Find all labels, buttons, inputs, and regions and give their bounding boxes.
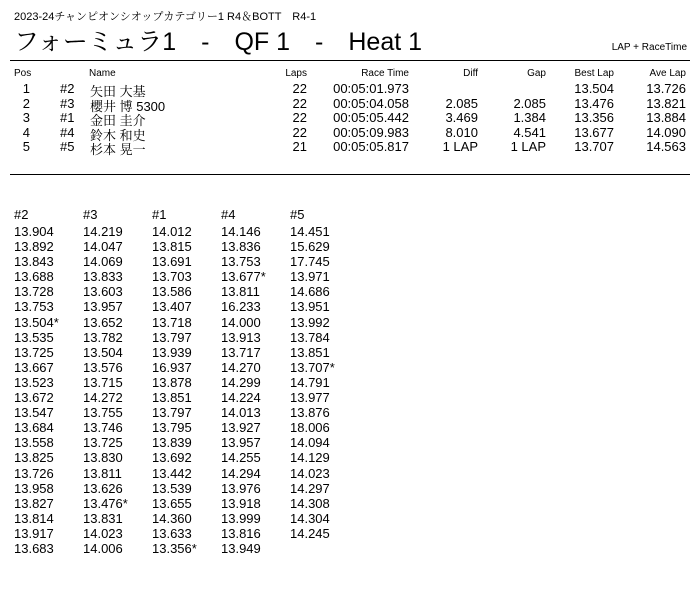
lap-col-header: #4 [221, 207, 236, 222]
col-header-gap: Gap [527, 68, 546, 79]
cell-car-number: #2 [60, 81, 75, 96]
col-header-best-lap: Best Lap [574, 68, 614, 79]
cell-laps: 22 [292, 95, 307, 111]
lap-time-cell: 13.535 [14, 329, 54, 345]
cell-driver-name: 櫻井 博 5300 [90, 98, 166, 114]
cell-best-lap: 13.356 [574, 110, 614, 125]
cell-diff: 2.085 [445, 95, 478, 111]
lap-time-cell: 14.360 [152, 510, 192, 526]
lap-time-cell: 16.233 [221, 299, 261, 315]
cell-diff: 8.010 [445, 124, 478, 140]
lap-time-cell: 13.655 [152, 495, 192, 511]
cell-race-time: 00:05:01.973 [333, 81, 409, 96]
lap-time-cell: 13.504 [83, 344, 123, 360]
results-body [0, 81, 700, 157]
lap-time-cell: 13.927 [221, 420, 261, 436]
lap-time-cell: 13.957 [221, 435, 261, 451]
lap-time-cell: 13.692 [152, 450, 192, 466]
lap-time-cell: 13.677* [221, 269, 266, 285]
lap-time-cell: 13.356* [152, 540, 197, 556]
cell-car-number: #5 [60, 139, 75, 154]
lap-time-cell: 13.688 [14, 269, 54, 285]
cell-laps: 22 [292, 81, 307, 96]
lap-time-cell: 13.784 [290, 329, 330, 345]
lap-time-cell: 14.791 [290, 374, 330, 390]
cell-car-number: #4 [60, 124, 75, 140]
cell-car-number: #1 [60, 110, 75, 125]
lap-time-cell: 13.504* [14, 314, 59, 330]
cell-race-time: 00:05:09.983 [333, 124, 409, 140]
lap-time-cell: 13.746 [83, 420, 123, 436]
cell-ave-lap: 13.726 [646, 81, 686, 96]
lap-time-cell: 13.523 [14, 374, 54, 390]
lap-time-cell: 13.958 [14, 480, 54, 496]
lap-time-cell: 13.476* [83, 495, 128, 511]
col-header-name: Name [89, 68, 116, 79]
cell-gap: 1.384 [513, 110, 546, 125]
lap-col-header: #2 [14, 207, 29, 222]
lap-time-cell: 14.000 [221, 314, 261, 330]
cell-ave-lap: 13.884 [646, 110, 686, 125]
cell-driver-name: 杉本 晃一 [90, 142, 146, 157]
lap-time-cell: 14.219 [83, 224, 123, 239]
lap-time-cell: 13.547 [14, 405, 54, 421]
lap-time-cell: 13.892 [14, 239, 54, 255]
lap-time-cell: 13.726 [14, 465, 54, 481]
cell-pos: 3 [22, 110, 30, 125]
lap-time-cell: 13.816 [221, 525, 261, 541]
cell-gap: 2.085 [513, 95, 546, 111]
col-header-pos: Pos [14, 68, 32, 79]
lap-time-cell: 13.814 [14, 510, 54, 526]
result-row [0, 139, 700, 157]
lap-time-cell: 13.672 [14, 390, 54, 406]
col-header-ave-lap: Ave Lap [649, 68, 686, 79]
lap-time-cell: 13.707* [290, 359, 335, 375]
cell-ave-lap: 13.821 [646, 95, 686, 111]
lap-time-cell: 14.013 [221, 405, 261, 421]
cell-ave-lap: 14.090 [646, 124, 686, 140]
cell-best-lap: 13.677 [574, 124, 614, 140]
lap-time-cell: 13.827 [14, 495, 54, 511]
cell-race-time: 00:05:05.442 [333, 110, 409, 125]
lap-time-cell: 14.006 [83, 540, 123, 556]
lap-time-cell: 13.825 [14, 450, 54, 466]
cell-gap: 1 LAP [510, 139, 546, 154]
lap-time-cell: 13.558 [14, 435, 54, 451]
lap-time-cell: 14.245 [290, 525, 330, 541]
lap-time-cell: 13.795 [152, 420, 192, 436]
lap-time-cell: 13.971 [290, 269, 330, 285]
lap-time-cell: 13.992 [290, 314, 330, 330]
lap-time-cell: 13.951 [290, 299, 330, 315]
lap-time-cell: 13.957 [83, 299, 123, 315]
result-row [0, 110, 700, 128]
cell-pos: 2 [22, 95, 30, 111]
cell-driver-name: 鈴木 和史 [90, 127, 146, 143]
cell-driver-name: 矢田 大基 [90, 84, 146, 99]
cell-pos: 1 [22, 81, 30, 96]
lap-time-cell: 14.023 [290, 465, 330, 481]
lap-time-cell: 13.539 [152, 480, 192, 496]
lap-time-cell: 14.146 [221, 224, 261, 239]
cell-best-lap: 13.504 [574, 81, 614, 96]
lap-time-cell: 14.272 [83, 390, 123, 406]
lap-time-cell: 13.797 [152, 329, 192, 345]
cell-diff: 3.469 [445, 110, 478, 125]
cell-race-time: 00:05:04.058 [333, 95, 409, 111]
lap-time-cell: 15.629 [290, 239, 330, 255]
cell-car-number: #3 [60, 95, 75, 111]
lap-time-cell: 14.686 [290, 284, 330, 300]
lap-time-cell: 13.603 [83, 284, 123, 300]
results-header-row [0, 68, 700, 81]
lap-time-cell: 13.725 [14, 344, 54, 360]
lap-time-cell: 13.939 [152, 344, 192, 360]
lap-time-cell: 14.304 [290, 510, 330, 526]
lap-time-cell: 13.755 [83, 405, 123, 421]
lap-time-cell: 18.006 [290, 420, 330, 436]
cell-pos: 5 [22, 139, 30, 154]
lap-time-cell: 13.918 [221, 495, 261, 511]
lap-time-cell: 13.725 [83, 435, 123, 451]
lap-time-cell: 14.094 [290, 435, 330, 451]
lap-time-cell: 13.833 [83, 269, 123, 285]
lap-time-cell: 13.811 [83, 465, 122, 481]
lap-time-cell: 13.830 [83, 450, 123, 466]
col-header-diff: Diff [463, 68, 478, 79]
lap-time-cell: 13.836 [221, 239, 261, 255]
header-divider [10, 60, 690, 61]
lap-time-cell: 13.878 [152, 374, 192, 390]
cell-driver-name: 金田 圭介 [90, 113, 146, 128]
lap-time-cell: 13.683 [14, 540, 54, 556]
lap-time-cell: 13.797 [152, 405, 192, 421]
lap-time-cell: 14.224 [221, 390, 261, 406]
page-title: フォーミュラ1 - QF 1 - Heat 1 [14, 28, 423, 56]
lap-time-cell: 14.023 [83, 525, 123, 541]
lap-col-header: #1 [152, 207, 167, 222]
result-row [0, 95, 700, 114]
lap-time-cell: 13.703 [152, 269, 192, 285]
lap-col-header: #5 [290, 207, 305, 222]
lap-time-cell: 13.633 [152, 525, 192, 541]
lap-time-cell: 13.407 [152, 299, 192, 315]
lap-time-cell: 13.831 [83, 510, 123, 526]
lap-time-cell: 13.586 [152, 284, 192, 300]
lap-time-cell: 13.753 [221, 254, 261, 270]
result-row [0, 81, 700, 99]
lap-time-cell: 13.949 [221, 540, 261, 556]
lap-time-cell: 13.576 [83, 359, 123, 375]
lap-time-cell: 14.451 [290, 224, 330, 239]
lap-time-cell: 14.047 [83, 239, 123, 255]
lap-time-cell: 13.977 [290, 390, 330, 406]
lap-time-cell: 13.913 [221, 329, 261, 345]
lap-time-cell: 14.129 [290, 450, 330, 466]
mode-label: LAP + RaceTime [611, 42, 687, 53]
lap-time-cell: 13.843 [14, 254, 54, 270]
col-header-race-time: Race Time [361, 68, 409, 79]
col-header-laps: Laps [285, 68, 307, 79]
lap-time-cell: 13.691 [152, 254, 192, 270]
result-row [0, 124, 700, 143]
lap-time-cell: 14.069 [83, 254, 123, 270]
lap-time-cell: 13.815 [152, 239, 192, 255]
lap-time-cell: 14.308 [290, 495, 330, 511]
lap-time-cell: 13.976 [221, 480, 261, 496]
lap-time-cell: 13.728 [14, 284, 54, 300]
results-divider [10, 174, 690, 175]
lap-time-cell: 14.294 [221, 465, 261, 481]
lap-time-cell: 13.667 [14, 359, 54, 375]
cell-laps: 21 [292, 139, 307, 154]
lap-time-cell: 16.937 [152, 359, 192, 375]
cell-best-lap: 13.707 [574, 139, 614, 154]
cell-pos: 4 [22, 124, 30, 140]
cell-ave-lap: 14.563 [646, 139, 686, 154]
results-table [0, 68, 700, 157]
lap-time-cell: 13.782 [83, 329, 123, 345]
lap-time-cell: 13.626 [83, 480, 123, 496]
lap-time-cell: 13.442 [152, 465, 192, 481]
lap-time-cell: 13.917 [14, 525, 54, 541]
lap-time-cell: 13.999 [221, 510, 261, 526]
lap-col-header: #3 [83, 207, 98, 222]
lap-time-cell: 13.753 [14, 299, 54, 315]
cell-gap: 4.541 [513, 124, 546, 140]
lap-time-cell: 14.297 [290, 480, 330, 496]
lap-time-cell: 13.811 [221, 284, 260, 300]
lap-time-cell: 14.270 [221, 359, 261, 375]
lap-time-cell: 13.851 [290, 344, 330, 360]
lap-time-cell: 13.684 [14, 420, 54, 436]
lap-time-cell: 14.255 [221, 450, 261, 466]
event-subtitle: 2023-24チャンピオンシオップカテゴリー1 R4＆BOTT R4-1 [14, 11, 317, 23]
lap-time-cell: 13.718 [152, 314, 192, 330]
lap-time-cell: 13.839 [152, 435, 192, 451]
cell-diff: 1 LAP [442, 139, 478, 154]
lap-time-cell: 13.717 [221, 344, 261, 360]
lap-time-cell: 17.745 [290, 254, 330, 270]
cell-race-time: 00:05:05.817 [333, 139, 409, 154]
cell-best-lap: 13.476 [574, 95, 614, 111]
lap-time-cell: 13.715 [83, 374, 123, 390]
lap-time-cell: 13.876 [290, 405, 330, 421]
lap-time-cell: 13.904 [14, 224, 54, 239]
lap-time-cell: 14.012 [152, 224, 192, 239]
lap-time-cell: 13.652 [83, 314, 123, 330]
cell-laps: 22 [292, 110, 307, 125]
cell-laps: 22 [292, 124, 307, 140]
lap-time-cell: 14.299 [221, 374, 261, 390]
lap-time-cell: 13.851 [152, 390, 192, 406]
